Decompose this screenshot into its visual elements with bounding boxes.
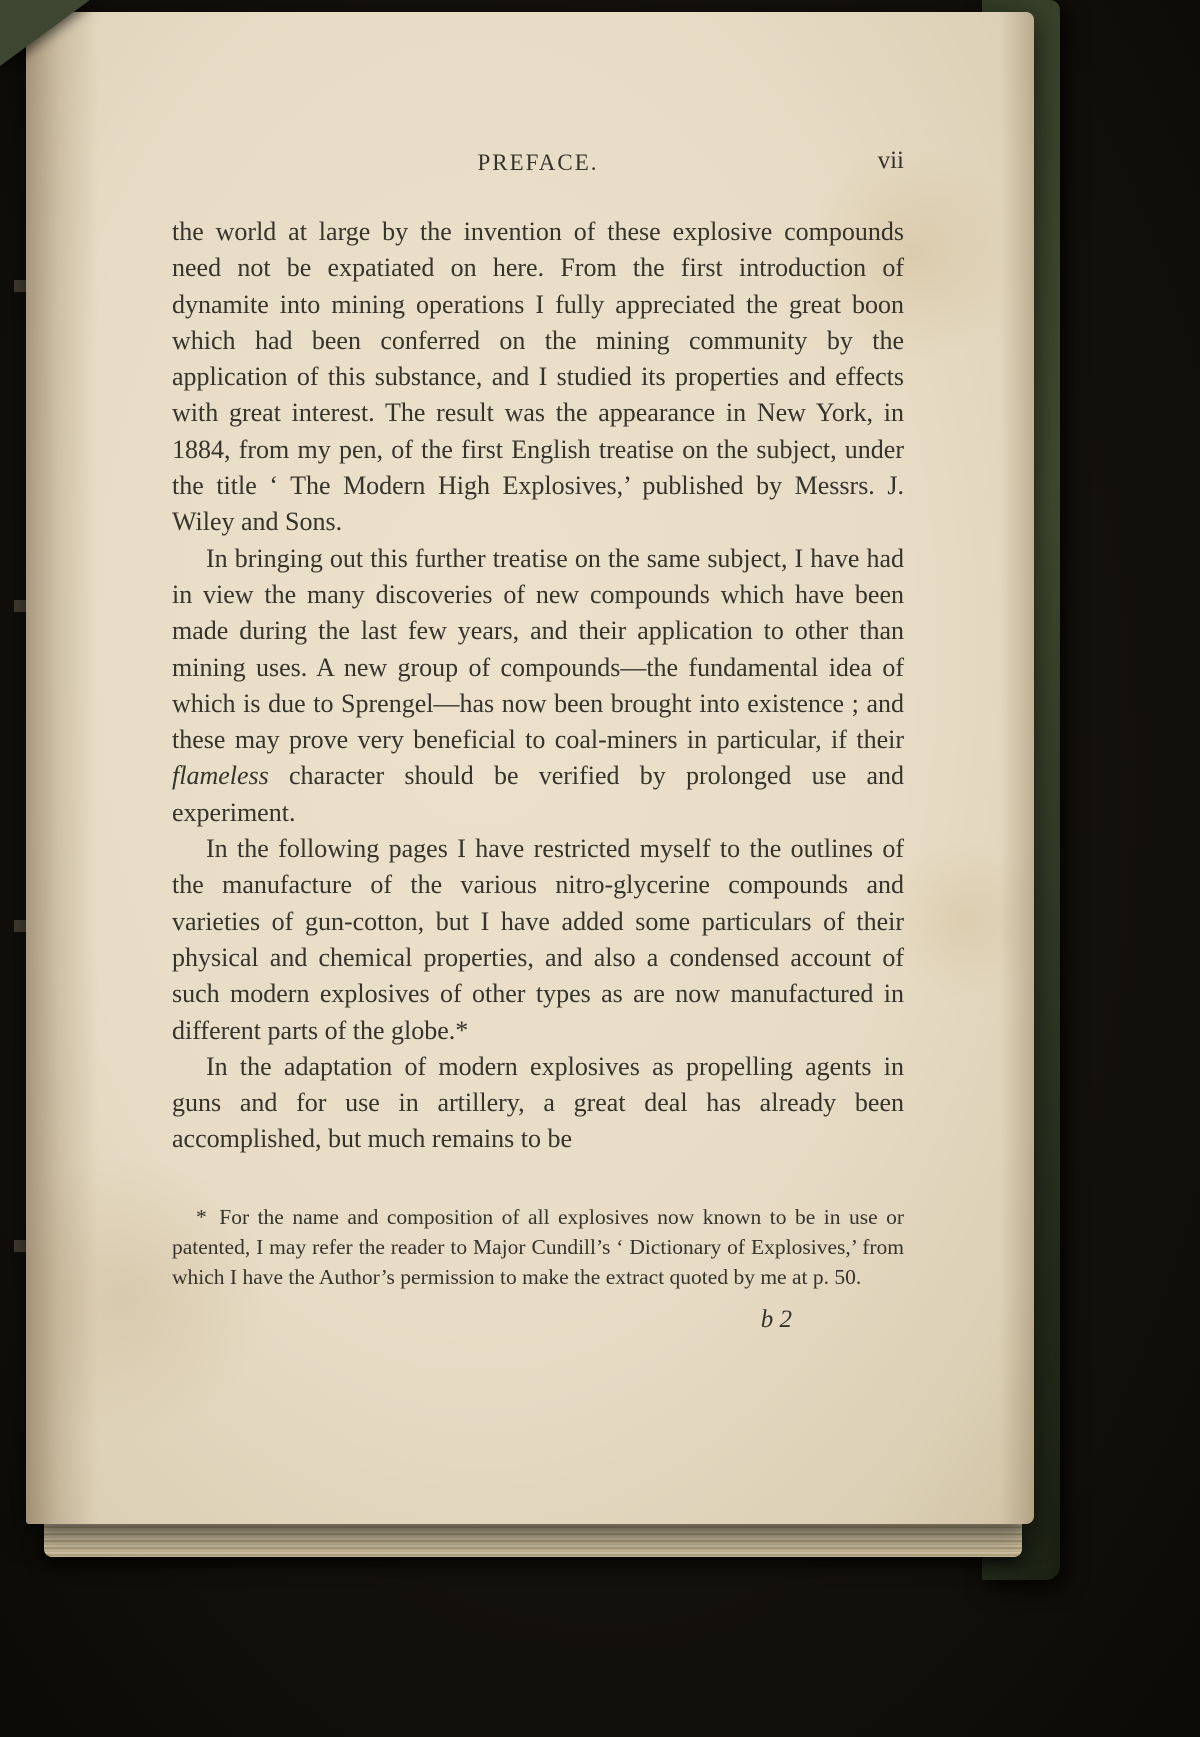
footnote [172,1202,904,1292]
folio-number: vii [877,147,904,174]
paragraph-text: In the adaptation of modern explosives as propelling agents in guns and for use in artillery, a great deal has already been accomplished, but much remains to be [172,1051,904,1154]
book-page [26,12,1034,1524]
paragraph-text: In bringing out this further treatise on the same subject, I have had in view the many discoveries of new compounds which have been made during the last few years, and their application to other than mining uses. A new group of compounds—the fundamental idea of which is due to Sprengel—has now been brought into existence ; and these may prove very beneficial to coal-miners in particular, if their [172,543,904,755]
signature-mark: b 2 [760,1305,792,1333]
paragraph-text: In the following pages I have restricted myself to the outlines of the manufacture of the various nitro-glycerine compounds and varieties of gun-cotton, but I have added some particulars of their physical and chemical properties, and also a condensed account of such modern explosives of other types as are now manufactured in different parts of the globe.* [172,834,904,1045]
paragraph [172,1049,904,1158]
page-header [172,147,904,188]
paragraph [172,541,904,831]
italic-text: flameless [172,761,269,791]
footnote-marker: * [196,1204,207,1229]
body-paragraphs [172,214,904,1158]
page-stack-bottom [44,1524,1022,1557]
text-block [172,147,904,1334]
footnote-text: For the name and composition of all explosives now known to be in use or patented, I may refer the reader to Major Cundill’s ‘ Dictionary of Explosives,’ from which I have the Author’s permission to make the extract quoted by me at p. 50. [172,1204,904,1289]
paragraph [172,831,904,1049]
page-title: PREFACE. [477,150,599,175]
paragraph-text: character should be verified by prolonged use and experiment. [172,761,904,827]
paragraph [172,214,904,541]
paragraph-text: the world at large by the invention of these explosive compounds need not be expatiated on here. From the first introduction of dynamite into mining operations I fully appreciated the great boon which had been conferred on the mining community by the application of this substance, and I studied its properties and effects with great interest. The result was the appearance in New York, in 1884, from my pen, of the first English treatise on the subject, under the title ‘ The Modern High Explosives,’ published by Messrs. J. Wiley and Sons. [172,217,904,537]
book-cover-corner [0,0,90,66]
